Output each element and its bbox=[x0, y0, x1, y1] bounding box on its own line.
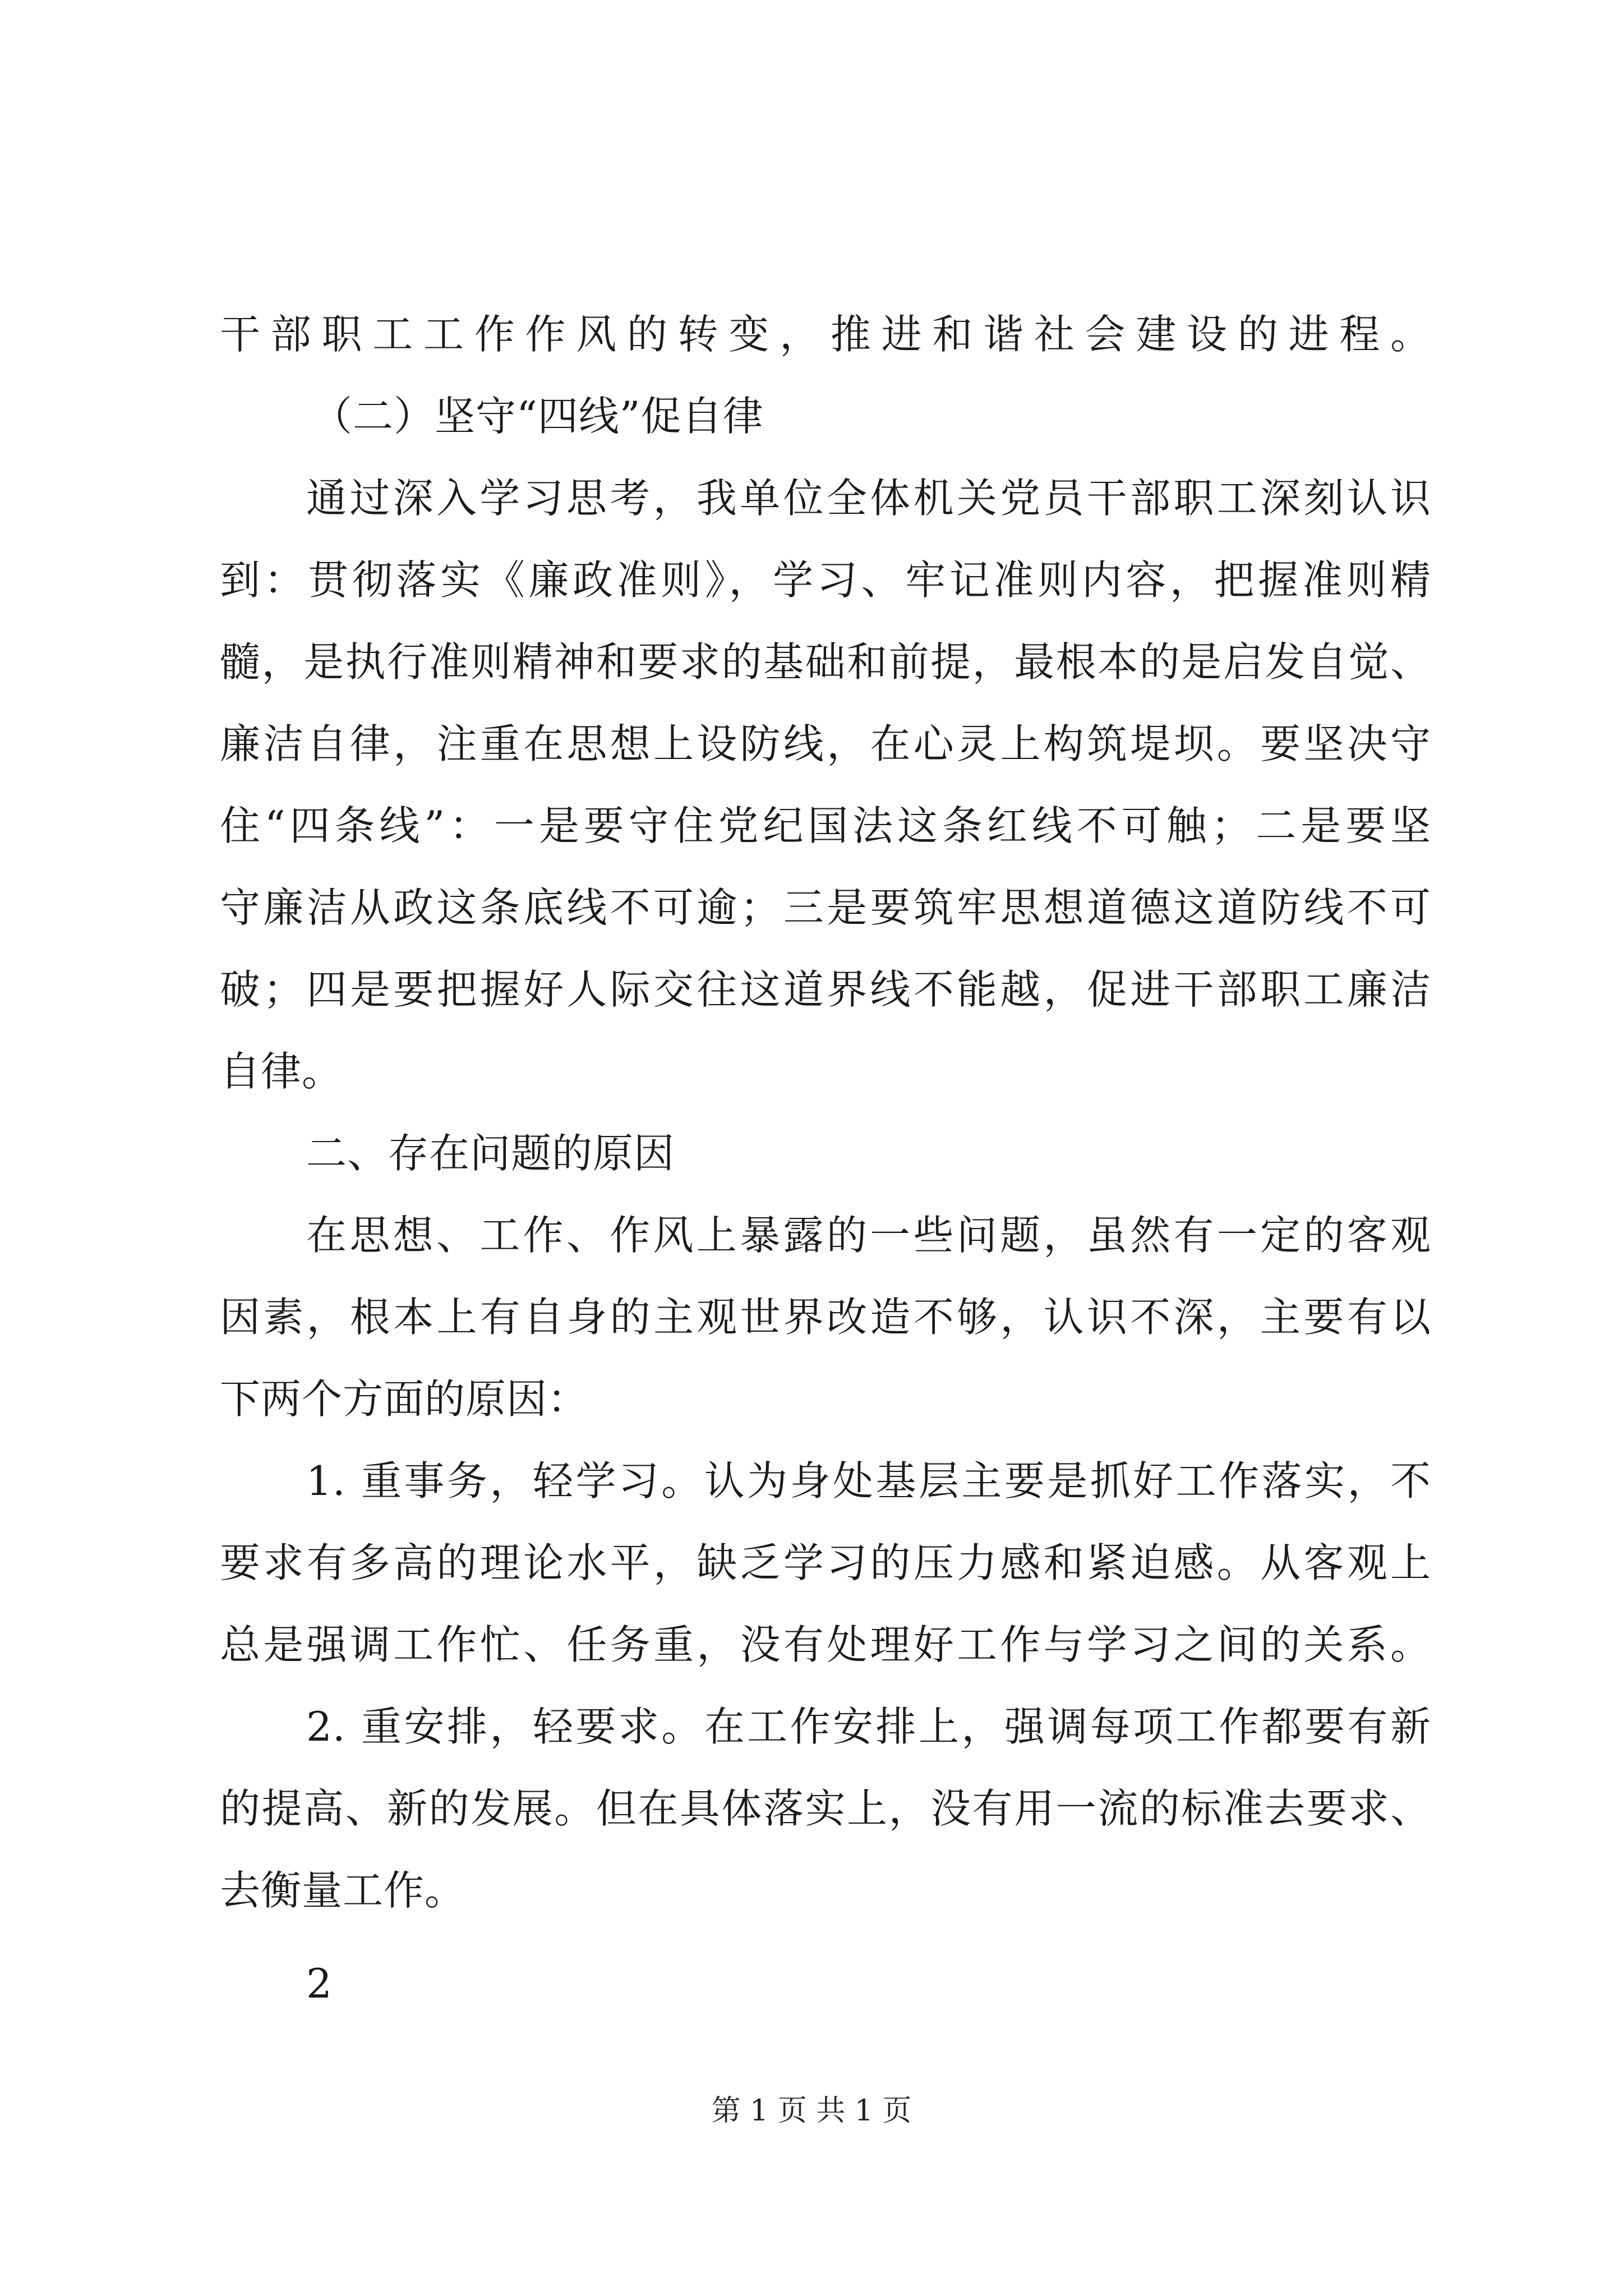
paragraph-line: 守廉洁从政这条底线不可逾；三是要筑牢思想道德这道防线不可 bbox=[220, 884, 1431, 931]
paragraph-line: 去衡量工作。 bbox=[220, 1867, 466, 1914]
paragraph-line: 自律。 bbox=[220, 1048, 343, 1095]
paragraph-line: 住“四条线”：一是要守住党纪国法这条红线不可触；二是要坚 bbox=[220, 802, 1431, 849]
paragraph-line: 2. 重安排，轻要求。在工作安排上，强调每项工作都要有新 bbox=[306, 1703, 1431, 1750]
paragraph-line: 总是强调工作忙、任务重，没有处理好工作与学习之间的关系。 bbox=[220, 1621, 1431, 1668]
inline-page-number: 2 bbox=[306, 1960, 332, 2007]
paragraph-line: 干部职工工作作风的转变，推进和谐社会建设的进程。 bbox=[220, 311, 1431, 358]
paragraph-line: 通过深入学习思考，我单位全体机关党员干部职工深刻认识 bbox=[306, 475, 1431, 522]
paragraph-line: 因素，根本上有自身的主观世界改造不够，认识不深，主要有以 bbox=[220, 1294, 1431, 1341]
paragraph-line: 廉洁自律，注重在思想上设防线，在心灵上构筑堤坝。要坚决守 bbox=[220, 720, 1431, 767]
paragraph-line: 要求有多高的理论水平，缺乏学习的压力感和紧迫感。从客观上 bbox=[220, 1539, 1431, 1586]
section-heading: （二）坚守“四线”促自律 bbox=[312, 393, 764, 440]
paragraph-line: 1. 重事务，轻学习。认为身处基层主要是抓好工作落实，不 bbox=[306, 1457, 1431, 1504]
paragraph-line: 下两个方面的原因： bbox=[220, 1375, 589, 1423]
page-footer: 第 1 页 共 1 页 bbox=[711, 2094, 912, 2128]
section-heading: 二、存在问题的原因 bbox=[306, 1130, 675, 1177]
paragraph-line: 破；四是要把握好人际交往这道界线不能越，促进干部职工廉洁 bbox=[220, 966, 1431, 1013]
paragraph-line: 在思想、工作、作风上暴露的一些问题，虽然有一定的客观 bbox=[306, 1212, 1431, 1259]
paragraph-line: 的提高、新的发展。但在具体落实上，没有用一流的标准去要求、 bbox=[220, 1785, 1431, 1832]
paragraph-line: 髓，是执行准则精神和要求的基础和前提，最根本的是启发自觉、 bbox=[220, 638, 1431, 685]
paragraph-line: 到：贯彻落实《廉政准则》，学习、牢记准则内容，把握准则精 bbox=[220, 556, 1431, 604]
